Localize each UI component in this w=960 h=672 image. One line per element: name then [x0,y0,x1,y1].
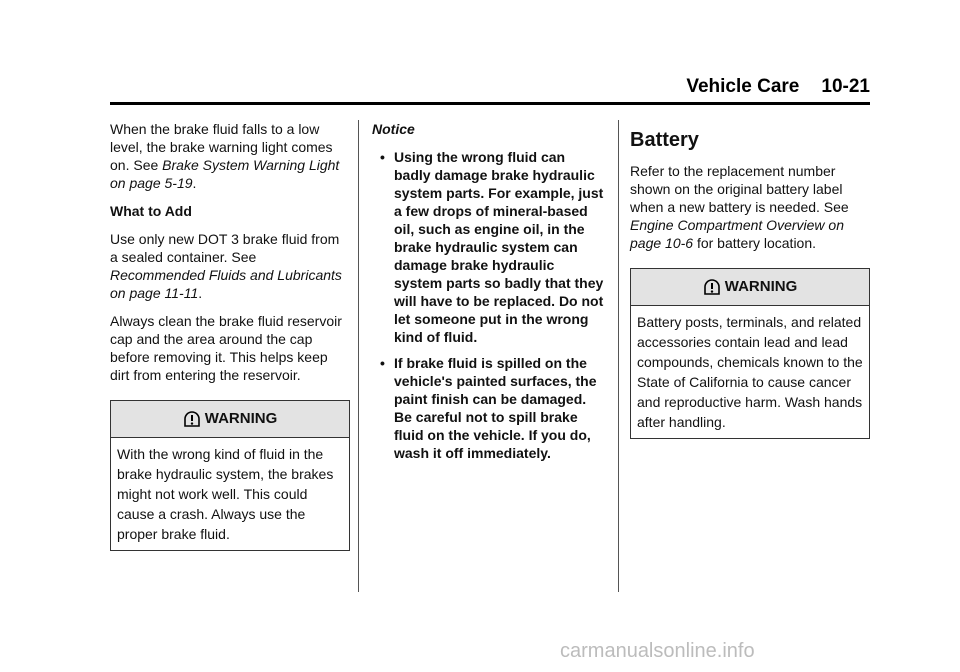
paragraph: When the brake fluid falls to a low level, the brake warning light comes on. See Brake System Warning Light on page 5-19. [110,121,340,191]
page-header [110,76,870,98]
warning-title: WARNING [724,278,798,295]
section-title: Vehicle Care [686,76,800,97]
warning-title: WARNING [204,410,278,427]
column-divider [358,120,359,592]
paragraph: Refer to the replacement number shown on the original battery label when a new battery is needed. See Engine Compartment Overview on page 10-6 for battery location. [630,163,849,251]
paragraph: Always clean the brake fluid reservoir cap and the area around the cap before removing it. This helps keep dirt from entering the reservoir. [110,313,342,383]
warning-text: Battery posts, terminals, and related accessories contain lead and lead compounds, chemicals known to the State of California to cause cancer and reproductive harm. Wash hands after handling. [637,314,863,430]
warning-box [110,400,350,551]
subheading: What to Add [110,203,192,219]
watermark: carmanualsonline.info [560,640,755,662]
warning-header [631,269,869,306]
column-divider [618,120,619,592]
list-item: • Using the wrong fluid can badly damage brake hydraulic system parts. For example, just a few drops of mineral-based oil, such as engine oil, in the brake hydraulic system can damage brake hydraulic system parts so badly that they will have to be replaced. Do not let someone put in the wrong kind of fluid. [380,149,604,345]
column-left [110,120,350,551]
notice-title: Notice [372,121,415,137]
column-right [630,120,870,439]
bullet-icon: • [380,355,385,371]
paragraph: Use only new DOT 3 brake fluid from a sealed container. See Recommended Fluids and Lubricants on page 11-11. [110,231,342,301]
page-number: 10-21 [821,76,870,97]
bullet-icon: • [380,149,385,165]
list-item: • If brake fluid is spilled on the vehicle's painted surfaces, the paint finish can be damaged. Be careful not to spill brake fluid on the vehicle. If you do, wash it off immediately. [380,355,597,461]
warning-text: With the wrong kind of fluid in the brake hydraulic system, the brakes might not work well. This could cause a crash. Always use the proper brake fluid. [117,446,334,542]
section-heading: Battery [630,129,699,151]
cross-reference: Recommended Fluids and Lubricants on page 11-11 [110,267,342,301]
warning-icon [703,278,721,296]
warning-header [111,401,349,438]
warning-box [630,268,870,439]
warning-icon [183,410,201,428]
notice-list [372,148,604,462]
column-middle [372,120,604,470]
cross-reference: Brake System Warning Light on page 5-19 [110,157,340,191]
cross-reference: Engine Compartment Overview on page 10-6 [630,217,844,251]
header-rule [110,102,870,105]
